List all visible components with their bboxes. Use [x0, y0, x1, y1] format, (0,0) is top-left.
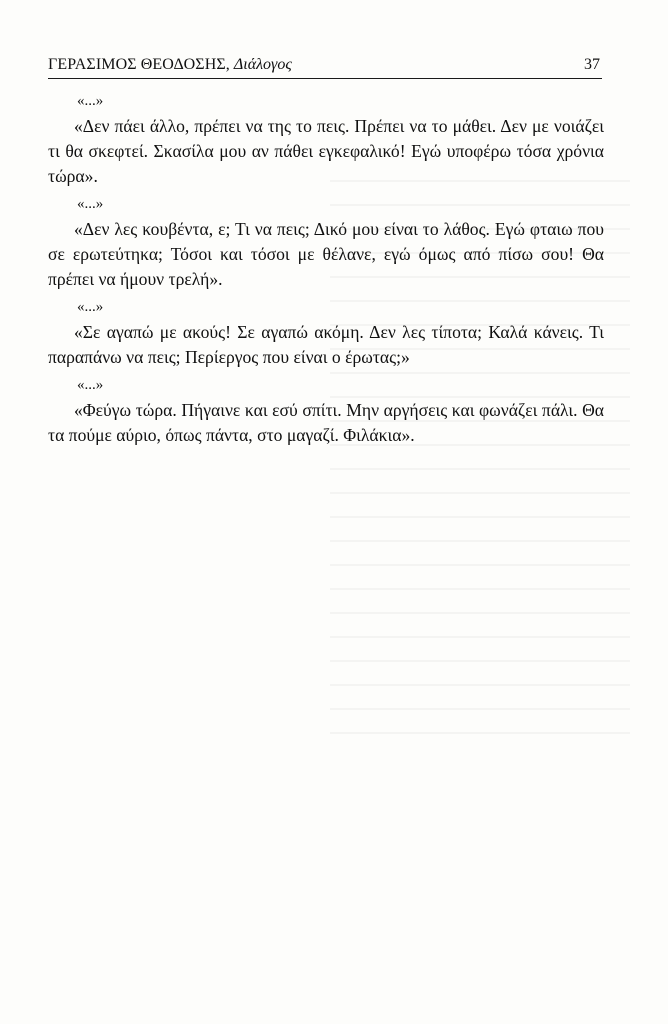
dialogue-paragraph: «Φεύγω τώρα. Πήγαινε και εσύ σπίτι. Μην αργήσεις και φωνάζει πάλι. Θα τα πούμε αύριο, όπως πάντα, στο μαγαζί. Φιλάκια». [48, 400, 604, 445]
running-header [48, 54, 602, 79]
dialogue-paragraph: «Σε αγαπώ με ακούς! Σε αγαπώ ακόμη. Δεν λες τίποτα; Καλά κάνεις. Τι παραπάνω να πεις; Περίεργος που είναι ο έρωτας;» [48, 322, 604, 367]
header-title: Διάλογος [233, 56, 292, 73]
ellipsis-line: «...» [77, 196, 104, 212]
ellipsis-line: «...» [77, 377, 104, 393]
header-author: ΓΕΡΑΣΙΜΟΣ ΘΕΟΔΟΣΗΣ, [48, 56, 230, 73]
ellipsis-line: «...» [77, 93, 104, 109]
page-number: 37 [584, 56, 600, 73]
body-text [48, 90, 604, 448]
dialogue-paragraph: «Δεν πάει άλλο, πρέπει να της το πεις. Πρέπει να το μάθει. Δεν με νοιάζει τι θα σκεφτεί. Σκασίλα μου αν πάθει εγκεφαλικό! Εγώ υποφέρω τόσα χρόνια τώρα». [48, 116, 604, 186]
ellipsis-line: «...» [77, 299, 104, 315]
dialogue-paragraph: «Δεν λες κουβέντα, ε; Τι να πεις; Δικό μου είναι το λάθος. Εγώ φταιω που σε ερωτεύτηκα; Τόσοι και τόσοι με θέλανε, εγώ όμως από πίσω σου! Θα πρέπει να ήμουν τρελή». [48, 219, 604, 289]
